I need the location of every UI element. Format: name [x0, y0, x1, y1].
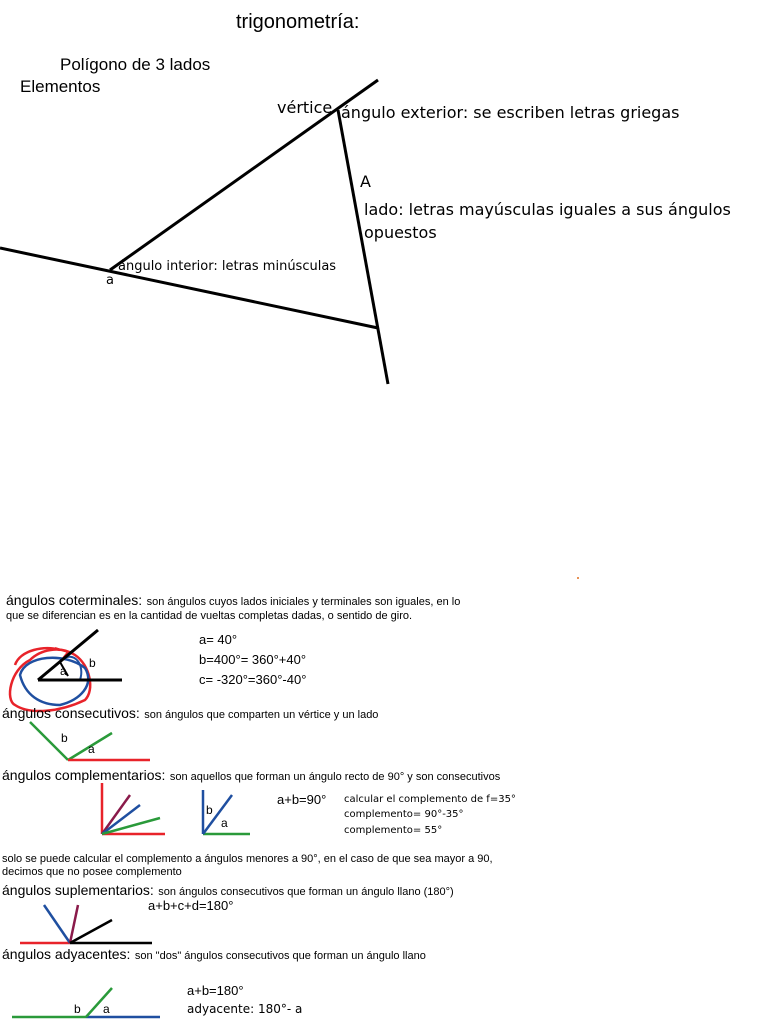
coterminal-desc-1: son ángulos cuyos lados iniciales y terminales son iguales, en lo	[146, 596, 461, 608]
side-label-line1: lado: letras mayúsculas iguales a sus ángulos	[364, 200, 731, 219]
interior-angle-label: ángulo interior: letras minúsculas	[118, 259, 337, 274]
adjacent-desc: son "dos" ángulos consecutivos que forman un ángulo llano	[134, 950, 426, 962]
coterminal-heading: ángulos coterminales:	[6, 592, 143, 608]
adjacent-diagram	[12, 988, 160, 1017]
adjacent-eq-1: a+b=180°	[187, 983, 244, 998]
adjacent-section	[2, 946, 426, 964]
complementary-calc-2: complemento= 90°-35°	[344, 809, 464, 820]
angle-letter: a	[106, 273, 114, 288]
complementary-heading: ángulos complementarios:	[2, 767, 166, 783]
stray-dot	[577, 577, 579, 579]
complementary-note: solo se puede calcular el complemento a ángulos menores a 90°, en el caso de que sea mayor a 90, decimos que no posee complemento	[2, 853, 493, 878]
coterminal-label-b: b	[89, 656, 96, 670]
complementary-calc-1: calcular el complemento de f=35°	[344, 794, 516, 805]
supplementary-eq: a+b+c+d=180°	[148, 898, 234, 913]
consecutive-desc: son ángulos que comparten un vértice y un lado	[144, 709, 379, 721]
complementary-eq: a+b=90°	[277, 792, 327, 807]
adjacent-label-b: b	[74, 1002, 81, 1016]
coterminal-label-a: a	[60, 664, 67, 678]
elements-label: Elementos	[20, 77, 101, 96]
complementary-section	[2, 767, 500, 785]
page-title: trigonometría:	[236, 11, 360, 33]
coterminal-section	[6, 592, 460, 610]
side-letter: A	[360, 172, 371, 191]
vertex-label: vértice	[277, 98, 333, 117]
polygon-label: Polígono de 3 lados	[60, 55, 211, 74]
complementary-label-a: a	[221, 816, 228, 830]
coterminal-eq-2: b=400°= 360°+40°	[199, 652, 307, 667]
consecutive-section	[2, 705, 378, 723]
complementary-calc-3: complemento= 55°	[344, 825, 443, 836]
complementary-desc: son aquellos que forman un ángulo recto de 90° y son consecutivos	[169, 771, 501, 783]
adjacent-heading: ángulos adyacentes:	[2, 946, 131, 962]
adjacent-label-a: a	[103, 1002, 110, 1016]
supplementary-heading: ángulos suplementarios:	[2, 882, 154, 898]
exterior-angle-label: ángulo exterior: se escriben letras griegas	[341, 103, 680, 122]
consecutive-label-b: b	[61, 731, 68, 745]
consecutive-heading: ángulos consecutivos:	[2, 705, 140, 721]
coterminal-eq-3: c= -320°=360°-40°	[199, 672, 307, 687]
supplementary-diagram	[20, 905, 152, 943]
coterminal-desc-2: que se diferencian es en la cantidad de vueltas completas dadas, o sentido de giro.	[6, 610, 413, 622]
triangle-side-left	[110, 80, 378, 270]
supplementary-desc: son ángulos consecutivos que forman un ángulo llano (180°)	[158, 886, 454, 898]
triangle-side-right	[338, 110, 388, 384]
coterminal-eq-1: a= 40°	[199, 632, 238, 647]
side-label-line2: opuestos	[364, 223, 437, 242]
adjacent-eq-2: adyacente: 180°- a	[187, 1002, 303, 1016]
consecutive-label-a: a	[88, 742, 95, 756]
complementary-label-b: b	[206, 803, 213, 817]
